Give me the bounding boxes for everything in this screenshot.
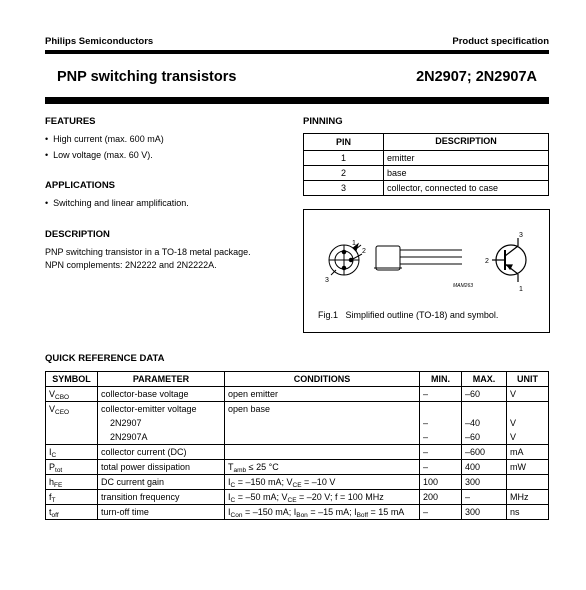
pin-label-2: 2 — [362, 248, 366, 255]
symbol-cell: $f_T$ — [46, 490, 98, 505]
table-row — [46, 475, 549, 490]
pin-description: emitter — [384, 151, 549, 166]
parameter-cell: collector current (DC) — [98, 445, 225, 460]
column-header: SYMBOL — [46, 372, 98, 387]
max-cell: –60 — [462, 387, 507, 402]
symbol-pin-2: 2 — [485, 258, 489, 265]
max-cell: –40 — [462, 416, 507, 430]
max-cell: 300 — [462, 475, 507, 490]
conditions-cell — [225, 445, 420, 460]
features-heading: FEATURES — [45, 116, 96, 127]
table-row — [46, 445, 549, 460]
pin-number: 2 — [304, 166, 384, 181]
pin-number: 3 — [304, 181, 384, 196]
qrd-body — [46, 387, 549, 520]
column-header: MAX. — [462, 372, 507, 387]
max-cell: 400 — [462, 460, 507, 475]
max-cell: –600 — [462, 445, 507, 460]
package-side-view — [374, 246, 462, 270]
min-cell: – — [420, 416, 462, 430]
header-rule — [45, 50, 549, 54]
description-column-header: DESCRIPTION — [384, 134, 549, 151]
max-cell: –60 — [462, 430, 507, 445]
document-type: Product specification — [452, 36, 549, 47]
min-cell: 200 — [420, 490, 462, 505]
unit-cell: MHz — [507, 490, 549, 505]
description-line: NPN complements: 2N2222 and 2N2222A. — [45, 259, 217, 270]
symbol-pin-3: 3 — [519, 232, 523, 239]
pnp-transistor-symbol-icon — [492, 238, 526, 282]
table-row — [304, 151, 549, 166]
pin-label-1: 1 — [352, 240, 356, 247]
min-cell — [420, 402, 462, 417]
company-name: Philips Semiconductors — [45, 36, 154, 47]
symbol-cell: $V_{CEO}$ — [46, 402, 98, 417]
column-header: MIN. — [420, 372, 462, 387]
unit-cell: V — [507, 387, 549, 402]
feature-item: • Low voltage (max. 60 V). — [45, 149, 164, 162]
unit-cell: V — [507, 416, 549, 430]
part-numbers: 2N2907; 2N2907A — [416, 69, 537, 85]
parameter-cell: total power dissipation — [98, 460, 225, 475]
pin-number: 1 — [304, 151, 384, 166]
table-row — [46, 402, 549, 417]
symbol-cell — [46, 430, 98, 445]
parameter-cell: collector-emitter voltage — [98, 402, 225, 417]
table-header-row — [46, 372, 549, 387]
quick-reference-table — [45, 371, 549, 520]
table-row — [46, 490, 549, 505]
page-title: PNP switching transistors — [57, 69, 237, 85]
symbol-cell: $t_{off}$ — [46, 505, 98, 520]
symbol-cell: $h_{FE}$ — [46, 475, 98, 490]
pin-description: collector, connected to case — [384, 181, 549, 196]
conditions-cell — [225, 430, 420, 445]
symbol-cell: $I_C$ — [46, 445, 98, 460]
symbol-cell: $V_{CBO}$ — [46, 387, 98, 402]
unit-cell: mA — [507, 445, 549, 460]
qrd-heading: QUICK REFERENCE DATA — [45, 353, 165, 364]
parameter-cell: DC current gain — [98, 475, 225, 490]
table-row — [46, 460, 549, 475]
min-cell: – — [420, 387, 462, 402]
conditions-cell: open base — [225, 402, 420, 417]
symbol-pin-1: 1 — [519, 286, 523, 293]
figure-caption: Fig.1 Simplified outline (TO-18) and symbol. — [318, 310, 499, 320]
min-cell: – — [420, 460, 462, 475]
symbol-cell — [46, 416, 98, 430]
table-row — [304, 166, 549, 181]
unit-cell: mW — [507, 460, 549, 475]
table-header-row — [304, 134, 549, 151]
parameter-cell: turn-off time — [98, 505, 225, 520]
min-cell: – — [420, 430, 462, 445]
pin-description: base — [384, 166, 549, 181]
conditions-cell: open emitter — [225, 387, 420, 402]
description-text — [45, 246, 251, 271]
conditions-cell — [225, 416, 420, 430]
column-header: UNIT — [507, 372, 549, 387]
table-row — [46, 416, 549, 430]
figure-code: MAM263 — [453, 283, 474, 289]
min-cell: – — [420, 505, 462, 520]
parameter-cell: collector-base voltage — [98, 387, 225, 402]
conditions-cell: $I_C = -50$ mA; $V_{CE} = -20$ V; f = 100 MHz — [225, 490, 420, 505]
table-row — [46, 430, 549, 445]
unit-cell — [507, 475, 549, 490]
table-row — [46, 505, 549, 520]
max-cell: – — [462, 490, 507, 505]
features-list — [45, 133, 164, 161]
title-rule — [45, 97, 549, 104]
conditions-cell: $T_{amb} \le 25$ °C — [225, 460, 420, 475]
min-cell: 100 — [420, 475, 462, 490]
pinning-heading: PINNING — [303, 116, 343, 127]
pinning-table — [303, 133, 549, 196]
description-line: PNP switching transistor in a TO-18 metal package. — [45, 247, 251, 257]
applications-heading: APPLICATIONS — [45, 180, 116, 191]
feature-item: • High current (max. 600 mA) — [45, 133, 164, 146]
unit-cell — [507, 402, 549, 417]
applications-list — [45, 197, 189, 210]
parameter-cell: 2N2907A — [98, 430, 225, 445]
symbol-cell: $P_{tot}$ — [46, 460, 98, 475]
min-cell: – — [420, 445, 462, 460]
parameter-cell: 2N2907 — [98, 416, 225, 430]
parameter-cell: transition frequency — [98, 490, 225, 505]
max-cell — [462, 402, 507, 417]
column-header: CONDITIONS — [225, 372, 420, 387]
table-row — [304, 181, 549, 196]
pin-label-3: 3 — [325, 277, 329, 284]
package-bottom-view — [329, 244, 362, 275]
conditions-cell: $I_{Con} = -150$ mA; $I_{Bon} = -15$ mA; $I_{Boff} = 15$ mA — [225, 505, 420, 520]
conditions-cell: $I_C = -150$ mA; $V_{CE} = -10$ V — [225, 475, 420, 490]
max-cell: 300 — [462, 505, 507, 520]
column-header: PARAMETER — [98, 372, 225, 387]
application-item: • Switching and linear amplification. — [45, 197, 189, 210]
pin-column-header: PIN — [304, 134, 384, 151]
unit-cell: ns — [507, 505, 549, 520]
table-row — [46, 387, 549, 402]
description-heading: DESCRIPTION — [45, 229, 110, 240]
unit-cell: V — [507, 430, 549, 445]
